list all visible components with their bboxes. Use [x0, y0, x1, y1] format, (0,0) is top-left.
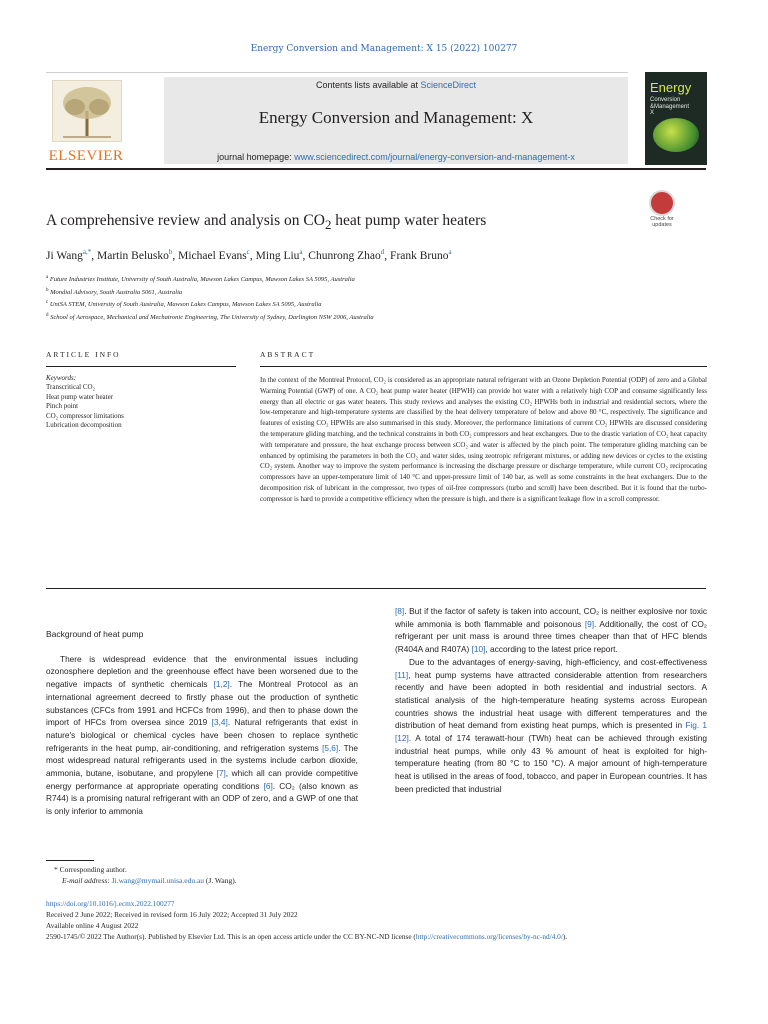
author[interactable]: Michael Evans$^c$ [178, 248, 250, 262]
contents-prefix: Contents lists available at [315, 80, 421, 90]
cover-subtitle-3: X [650, 110, 655, 116]
cover-subtitle [650, 97, 689, 117]
citation-link[interactable]: [12] [395, 733, 409, 744]
body-text: . Additionally, the cost of CO₂ refrigerant per unit mass is around three times cheaper than that of HFC blends (R404A and R407A) [395, 618, 707, 655]
article-info-rule [46, 366, 236, 367]
keyword: CO₂ compressor limitations [46, 411, 124, 420]
title-subscript: 2 [324, 217, 332, 233]
masthead-rule [46, 168, 706, 170]
homepage-link[interactable]: www.sciencedirect.com/journal/energy-conversion-and-management-x [294, 152, 575, 162]
citation-link[interactable]: [7] [216, 768, 226, 779]
email-link[interactable]: Ji.wang@mymail.unisa.edu.au [111, 876, 205, 885]
citation-link[interactable]: [1,2] [213, 679, 230, 690]
body-text: There is widespread evidence that the environmental issues including ozonosphere depletion and the greenhouse effect have been worsened due to the negative impacts of synthetic chemicals [46, 653, 358, 690]
body-paragraph [46, 653, 358, 818]
body-left-column [46, 628, 358, 818]
citation-link[interactable]: [8] [395, 606, 405, 616]
keyword: Pinch point [46, 402, 79, 411]
abstract-heading: ABSTRACT [260, 350, 316, 359]
keyword: Lubrication decomposition [46, 421, 122, 430]
author[interactable]: Martin Belusko$^b$ [97, 248, 173, 262]
title-text-end: heat pump water heaters [331, 212, 487, 229]
journal-homepage [164, 152, 628, 162]
affiliations [46, 273, 374, 324]
author[interactable]: Ming Liu$^a$ [255, 248, 303, 262]
article-metadata [46, 898, 710, 942]
author-list: Ji Wang$^{a,*}$, Martin Belusko$^b$, Michael Evans$^c$, Ming Liu$^a$, Chunrong Zhao$^d$, Frank Bruno$^a$ [46, 248, 452, 262]
affiliation: $^b$ Mondial Advisory, South Australia 5061, Australia [46, 287, 183, 296]
journal-citation-header[interactable]: Energy Conversion and Management: X 15 (2022) 100277 [250, 44, 518, 54]
body-text: . A total of 174 terawatt-hour (TWh) heat can be achieved through existing industrial heat pumps, while only 43 % amount of heat is exploited for high-temperature heating (from 80 °C to 150 °C). A major amount of high-temperature heat is utilised in the areas of food, tobacco, and paper in European countries. It has been predicted that industrial [395, 733, 707, 794]
citation-link[interactable]: [6] [263, 780, 273, 791]
bookmark-icon [649, 190, 675, 216]
body-text: , according to the latest price report. [485, 644, 618, 655]
check-for-updates-button[interactable] [646, 190, 678, 228]
body-text: . The Montreal Protocol as an international agreement decreed to firstly phase out the production of synthetic substances (CFCs from 1991 and HCFCs from 1996), and then to phase down the import of HFCs from oversea since 2019 [46, 679, 358, 728]
cover-graphic [653, 118, 699, 152]
license-text: 2590-1745/© 2022 The Author(s). Published by Elsevier Ltd. This is an open access article under the CC BY-NC-ND license (http://creativecommons.org/licenses/by-nc-nd/4.0/). [46, 932, 568, 941]
abstract-bottom-rule [46, 588, 706, 589]
body-text: Due to the advantages of energy-saving, high-efficiency, and cost-effectiveness [409, 656, 707, 667]
email-suffix: (J. Wang). [204, 876, 237, 885]
citation-link[interactable]: [5,6] [322, 742, 339, 753]
body-right-column [395, 605, 707, 796]
elsevier-tree-icon [52, 80, 122, 142]
doi-link[interactable]: https://doi.org/10.1016/j.ecmx.2022.100277 [46, 899, 175, 908]
abstract-rule [260, 366, 707, 367]
contents-line [164, 80, 628, 90]
abstract-text: In the context of the Montreal Protocol, CO₂ is considered as an appropriate natural refrigerant with an Ozone Depletion Potential (ODP) of zero and a Global Warming Potential (GWP) of one. A CO₂ heat pump water heater (HPWH) can provide hot water with a relatively high COP and consume significantly less energy than all electric or gas water heaters. This study reviews and analyses the existing CO₂ HPWHs both in industrial and residential sectors, where the low-temperature and high-temperature systems are classified by the heat delivery temperature of below and above 80 °C, respectively. The significance and features of existing CO₂ HPWHs are also summarised in this study. Moreover, the performance limitations of current CO₂ HPWHs are discussed considering the temperature gliding matching, and the technical constraints in both CO₂ compressors and heat exchangers. Due to the drastic variation of CO₂ heat capacity with temperature and pressure, the heat exchange process between sCO₂ and water is affected by the pinch point. The temperature gliding matching can be enhanced by optimising the parameters in both the CO₂ and water sides, using zeotropic refrigerant mixtures, or adding new devices or cycles to the existing CO₂ system. Another way to improve the system performance is increasing the discharge pressure or discharge temperature, while current CO₂ reciprocating compressors have an upper-temperature limit of 140 °C and upper-pressure limit of 140 bar, as well as some constraints in the heat exchangers. Due to the decomposition risk of lubricant in the compressor, two types of oil-free compressors (turbo and scroll) have been described. But it is found that the turbo-compressor is hard to provide a competitive efficiency when the pressure is high, and there is a significant leakage flow in a scroll compressor. [260, 376, 707, 503]
author[interactable]: Frank Bruno$^a$ [390, 248, 452, 262]
citation-link[interactable]: Fig. 1 [685, 720, 707, 731]
license-link[interactable]: http://creativecommons.org/licenses/by-nc-nd/4.0/ [415, 932, 563, 941]
cover-subtitle-1: Conversion [650, 97, 681, 103]
check-updates-line2: updates [652, 222, 672, 228]
cover-subtitle-2: &Management [650, 103, 690, 110]
journal-title: Energy Conversion and Management: X [258, 108, 534, 127]
body-text: . Natural refrigerants that exist in nature's biological or chemical cycles have been chosen to replace synthetic refrigerants in the heat pump, air-conditioning, and refrigeration systems [46, 717, 358, 753]
article-info-heading: ARTICLE INFO [46, 350, 121, 359]
footnote [46, 864, 706, 886]
body-text: , which all can provide competitive energy performance at appropriate operating conditions [46, 768, 358, 791]
citation-link[interactable]: [11] [395, 669, 409, 680]
body-text: , heat pump systems have attracted considerable attention from researchers recently and have been adopted in both residential and industrial sectors. A statistical analysis of the high-temperature heating systems across European countries shows the industrial heat usage with different temperatures and the distribution of heat demand from existing heat pumps, which is presented in [395, 669, 707, 731]
keyword: Heat pump water heater [46, 392, 114, 401]
email-label: E-mail address: [62, 876, 112, 885]
keywords-label: Keywords: [46, 374, 77, 382]
publisher-name: ELSEVIER [48, 148, 124, 164]
keywords [46, 374, 236, 430]
homepage-label: journal homepage: [217, 152, 295, 162]
body-text: . But if the factor of safety is taken into account, CO₂ is neither explosive nor toxic while ammonia is both flammable and poisonous [395, 606, 707, 629]
body-text: . The most widespread natural refrigerants used in the systems include carbon dioxide, ammonia, butane, isobutane, and propylene [46, 742, 358, 779]
body-text: . CO₂ (also known as R744) is a promising natural refrigerant with an ODP of zero, and a GWP of one that is only inferior to ammonia [46, 780, 358, 817]
title-text: A comprehensive review and analysis on CO [46, 212, 325, 229]
check-updates-line1: Check for [650, 216, 674, 222]
available-online: Available online 4 August 2022 [46, 921, 139, 930]
affiliation: $^c$ UniSA STEM, University of South Australia, Mawson Lakes Campus, Mawson Lakes SA 5095, Australia [46, 300, 322, 309]
footnote-rule [46, 860, 94, 861]
sciencedirect-link[interactable]: ScienceDirect [420, 80, 477, 90]
keyword: Transcritical CO₂ [46, 383, 96, 392]
affiliation: $^d$ School of Aerospace, Mechanical and Mechatronic Engineering, The University of Sydney, Darlington NSW 2006, Australia [46, 312, 374, 322]
author[interactable]: Ji Wang$^{a,*}$ [46, 248, 92, 262]
received-dates: Received 2 June 2022; Received in revised form 16 July 2022; Accepted 31 July 2022 [46, 910, 298, 919]
citation-link[interactable]: [10] [471, 644, 486, 655]
author[interactable]: Chunrong Zhao$^d$ [308, 248, 385, 262]
body-paragraph [395, 656, 707, 796]
journal-cover[interactable] [645, 72, 707, 165]
citation-link[interactable]: [3,4] [211, 717, 228, 728]
citation-link[interactable]: [9] [584, 618, 595, 629]
cover-title: Energy [650, 80, 692, 95]
corresponding-author-note: * Corresponding author. [54, 865, 127, 874]
section-heading: Background of heat pump [46, 629, 144, 639]
article-title [46, 212, 486, 233]
body-paragraph [395, 605, 707, 656]
elsevier-logo[interactable] [46, 76, 126, 164]
affiliation: $^a$ Future Industries Institute, University of South Australia, Mawson Lakes Campus, Mawson Lakes SA 5095, Australia [46, 275, 355, 284]
